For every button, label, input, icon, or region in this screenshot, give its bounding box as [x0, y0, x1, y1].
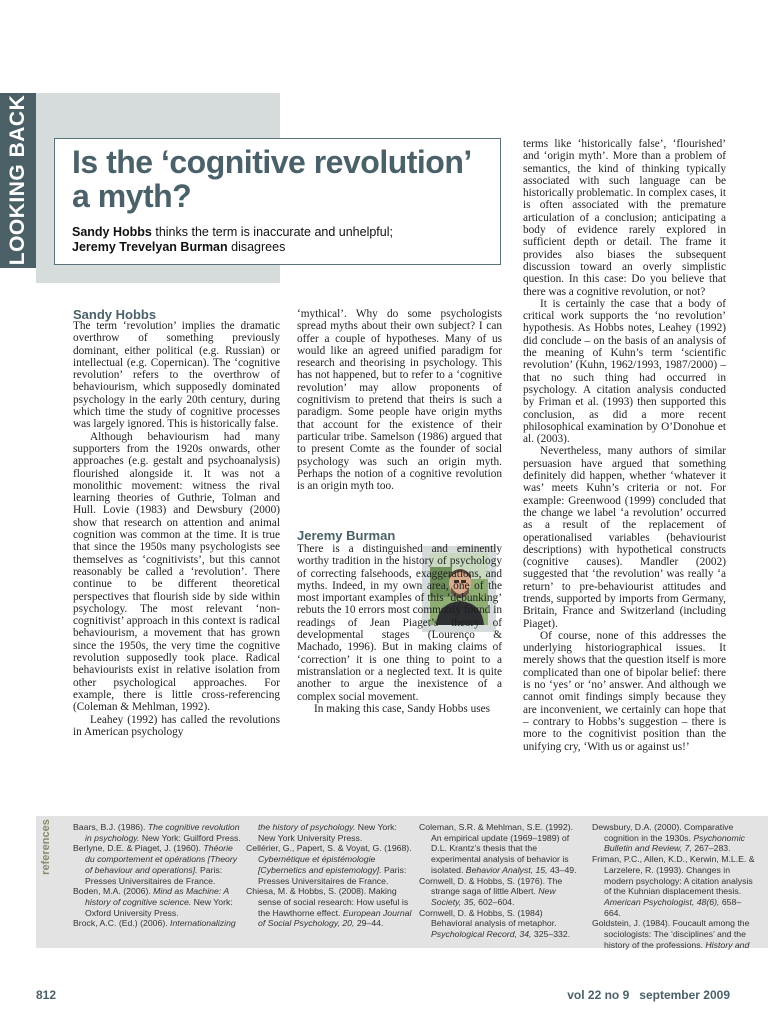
reference-item: the history of psychology. New York: New York University Press. [258, 822, 397, 843]
paragraph: Nevertheless, many authors of similar persuasion have argued that something definitely did happen, whether ‘whatever it was’ meets Kuhn’s criteria or not. For example: Greenwood (1999) concluded that the change we label ‘a revolution’ occurred as a result of the replacement of operationalised variables (behaviourist descriptions) with hypothetical constructs (cognitive causes). Mandler (2002) suggested that ‘the revolution’ was really ‘a return’ to pre-behaviourist attitudes and trends, supported by imports from Germany, Britain, France and Switzerland (including Piaget). [523, 445, 726, 630]
title-box [54, 138, 501, 265]
byline-hobbs: Sandy Hobbs [73, 307, 157, 322]
paragraph-text: There is a distinguished and eminently worthy tradition in the history of psychology of correcting falsehoods, exaggerations, and myths. Indeed, in my own area, one of the most important examples of this ‘debunking’ rebuts the 10 errors most commonly found in readings of Jean Piaget’s theory of developmental stages (Lourenço & Machado, 1996). But in making claims of ‘correction’ it is one thing to point to a mistranslation or a neglected text. It is quite another to argue the inexistence of a complex social movement. [297, 543, 502, 703]
references-tag [36, 816, 56, 882]
title-line-1: Is the ‘cognitive revolution’ [72, 144, 472, 180]
reference-item: Dewsbury, D.A. (2000). Comparative cognition in the 1930s. Psychonomic Bulletin and Review, 7, 267–283. [592, 822, 746, 854]
paragraph: It is certainly the case that a body of critical work supports the ‘no revolution’ hypothesis. As Hobbs notes, Leahey (1992) did conclude – on the basis of an analysis of the meaning of Kuhn’s term ‘scientific revolution’ (Kuhn, 1962/1993, 1987/2000) – that no such thing had occurred in psychology. A citation analysis conducted by Friman et al. (1993) then supported this conclusion, as did a more recent philosophical examination by O’Donohue et al. (2003). [523, 297, 726, 446]
paragraph [297, 543, 502, 703]
reference-item: Boden, M.A. (2006). Mind as Machine: A history of cognitive science. New York: Oxford University Press. [73, 886, 233, 918]
reference-item: Baars, B.J. (1986). The cognitive revolution in psychology. New York: Guilford Press. [73, 822, 241, 843]
reference-item: Cornwell, D. & Hobbs, S. (1984) Behavioral analysis of metaphor. Psychological Record, 34, 325–332. [419, 907, 571, 940]
reference-item: Cellérier, G., Papert, S. & Voyat, G. (1968). Cybernétique et épistémologie [Cybernetics and epistemology]. Paris: Presses Universitaires de France. [246, 843, 412, 886]
column-3 [523, 138, 726, 753]
reference-item: Berlyne, D.E. & Piaget, J. (1960). Théorie du comportement et opérations [Theory of behaviour and operations]. Paris: Presses Universitaires de France. [73, 843, 238, 886]
section-tab [0, 93, 36, 268]
byline-burman: Jeremy Burman [297, 528, 396, 543]
reference-item: Brock, A.C. (Ed.) (2006). Internationalizing [73, 918, 236, 929]
paragraph: Of course, none of this addresses the underlying historiographical issues. It merely shows that the question itself is more complicated than one of bipolar belief: there is no ‘yes’ or ‘no’ answer. And although we cannot omit findings simply because they are inconvenient, we certainly can hope that – contrary to Hobbs’s suggestion – there is more to the cognitivist position than the unifying cry, ‘With us or against us!’ [523, 629, 726, 753]
column-2 [297, 308, 502, 492]
column-2-burman [297, 543, 502, 715]
paragraph: Although behaviourism had many supporters from the 1920s onwards, other approaches (e.g. gestalt and psychoanalysis) flourished alongside it. It was not a monolithic movement: witness the rival learning theories of Guthrie, Tolman and Hull. Lovie (1983) and Dewsbury (2000) show that research on attention and animal cognition was common at the time. It is true that since the 1950s many psychologists see themselves as ‘cognitivists’, but this cannot reasonably be called a ‘revolution’. There continue to be different theoretical perspectives that flourish side by side within psychology. The most relevant ‘non-cognitivist’ approach in this context is radical behaviourism, a movement that has grown since the 1950s, the very time the cognitive revolution supposedly took place. Radical behaviourists exist in relative isolation from other psychological approaches. For example, there is little cross-referencing (Coleman & Mehlman, 1992). [73, 430, 280, 714]
page-number: 812 [36, 988, 57, 1002]
deck-author-2: Jeremy Trevelyan Burman [72, 240, 228, 254]
paragraph: terms like ‘historically false’, ‘flourished’ and ‘origin myth’. More than a problem of semantics, the kind of thinking typically associated with such language can be historically problematic. In complex cases, it is often associated with the premature articulation of a conclusion; anticipating a body of evidence rarely explored in sufficient depth or detail. The frame it provides also biases the subsequent discussion toward an overly simplistic question. In this case: Do you believe that there was a cognitive revolution, or not? [523, 138, 726, 298]
issue-info: vol 22 no 9 september 2009 [567, 988, 730, 1002]
title-line-2: a myth? [72, 178, 192, 214]
references-column-2 [246, 822, 412, 929]
reference-item: Coleman, S.R. & Mehlman, S.E. (1992). An empirical update (1969–1989) of D.L. Krantz’s thesis that the experimental analysis of behavior is isolated. Behavior Analyst, 15, 43–49. [419, 822, 577, 875]
references-column-3 [419, 822, 585, 940]
deck-author-1: Sandy Hobbs [72, 225, 152, 239]
reference-item: Friman, P.C., Allen, K.D., Kerwin, M.L.E. & Larzelere, R. (1993). Changes in modern psychology: A citation analysis of the Kuhnian displacement thesis. American Psychologist, 48(6), 658–664. [592, 854, 755, 918]
reference-item: Cornwell, D. & Hobbs, S. (1976). The strange saga of little Albert. New Society, 35, 602–604. [419, 875, 563, 907]
references-column-1 [73, 822, 243, 929]
column-1 [73, 320, 280, 738]
references-column-4 [592, 822, 756, 950]
paragraph: Leahey (1992) has called the revolutions in American psychology [73, 713, 280, 738]
section-tab-label: LOOKING BACK [6, 94, 29, 266]
paragraph: The term ‘revolution’ implies the dramatic overthrow of something previously dominant, either political (e.g. Russian) or intellectual (e.g. Copernican). The ‘cognitive revolution’ refers to the overthrow of behaviourism, which supposedly dominated psychology in the early 20th century, during which time the study of cognitive processes was largely ignored. This is historically false. [73, 320, 280, 431]
paragraph: ‘mythical’. Why do some psychologists spread myths about their own subject? I can offer a couple of hypotheses. Many of us would like an agreed unified paradigm for research and theorising in psychology. This has not happened, but to refer to a ‘cognitive revolution’ may allow proponents of cognitivism to pretend that theirs is such a paradigm. Some people have origin myths that account for the existence of their particular tribe. Samelson (1986) argued that to present Comte as the founder of social psychology was such an origin myth. Perhaps the notion of a cognitive revolution is an origin myth too. [297, 308, 502, 493]
references-label: references [40, 819, 52, 875]
deck-text-1: thinks the term is inaccurate and unhelpful; [151, 225, 393, 239]
reference-item: Goldstein, J. (1984). Foucault among the sociologists: The ‘disciplines’ and the history of the professions. History and [592, 918, 750, 950]
article-title [72, 145, 492, 213]
paragraph: In making this case, Sandy Hobbs uses [314, 702, 491, 715]
reference-item: Chiesa, M. & Hobbs, S. (2008). Making sense of social research: How useful is the Hawthorne effect. European Journal of Social Psychology, 20, 29–44. [246, 886, 412, 929]
article-deck [72, 225, 492, 255]
deck-text-2: disagrees [227, 240, 286, 254]
